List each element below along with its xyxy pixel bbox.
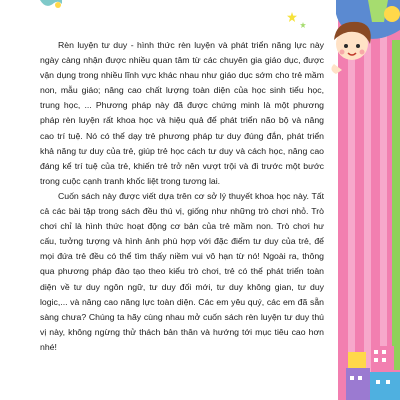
paragraph-2: Cuốn sách này được viết dựa trên cơ sở lý thuyết khoa học này. Tất cả các bài tập trong sách đều thú vị, giống như những trò chơi nhỏ. Trò chơi chỉ là hình thức hoạt động cơ bản của trẻ mầm non. Trò chơi hư cấu, tưởng tượng và hình ảnh phù hợp với đặc điểm tư duy của trẻ, để mọi đứa trẻ đều có thể tìm thấy niềm vui vô hạn từ nó! Ngoài ra, thông qua phương pháp đào tạo theo kiểu trò chơi, trẻ có thể phát triển toàn diện về tư duy ngôn ngữ, tư duy đối mới, tư duy không gian, tư duy logic,... và nâng cao năng lực toàn diện. Các em yêu quý, các em đã sẵn sàng chưa? Chúng ta hãy cùng nhau mở cuốn sách rèn luyện tư duy thú vị này, không ngừng thử thách bản thân và hướng tới mục tiêu cao hơn nhé! [40, 190, 324, 352]
paragraph-1: Rèn luyện tư duy - hình thức rèn luyện và phát triển năng lực này ngày càng nhận được nhiều quan tâm từ các chuyên gia giáo dục, được vận dụng trong nhiều lĩnh vực khác nhau như giáo dục sớm cho trẻ mầm non, mẫu giáo; nâng cao chất lượng toàn diện của học sinh tiểu học, trung học, ... Phương pháp này đã được chứng minh là một phương pháp rèn luyện rất khoa học và hiệu quả để phát triển não bộ và nâng cao trí tuệ. Nó có thể dạy trẻ phương pháp tư duy đúng đắn, phát triển khả năng tư duy của trẻ, giúp trẻ học cách tư duy và cách học, nâng cao đáng kể trí tuệ của trẻ, khiến trẻ trở nên vượt trội và đi trước một bước trong cuộc cạnh tranh khốc liệt trong tương lai. [40, 40, 324, 186]
intro-text [40, 38, 324, 355]
side-illustration [318, 0, 400, 400]
corner-decoration [0, 0, 90, 14]
star-icon [287, 12, 297, 22]
star-icon [300, 22, 306, 28]
